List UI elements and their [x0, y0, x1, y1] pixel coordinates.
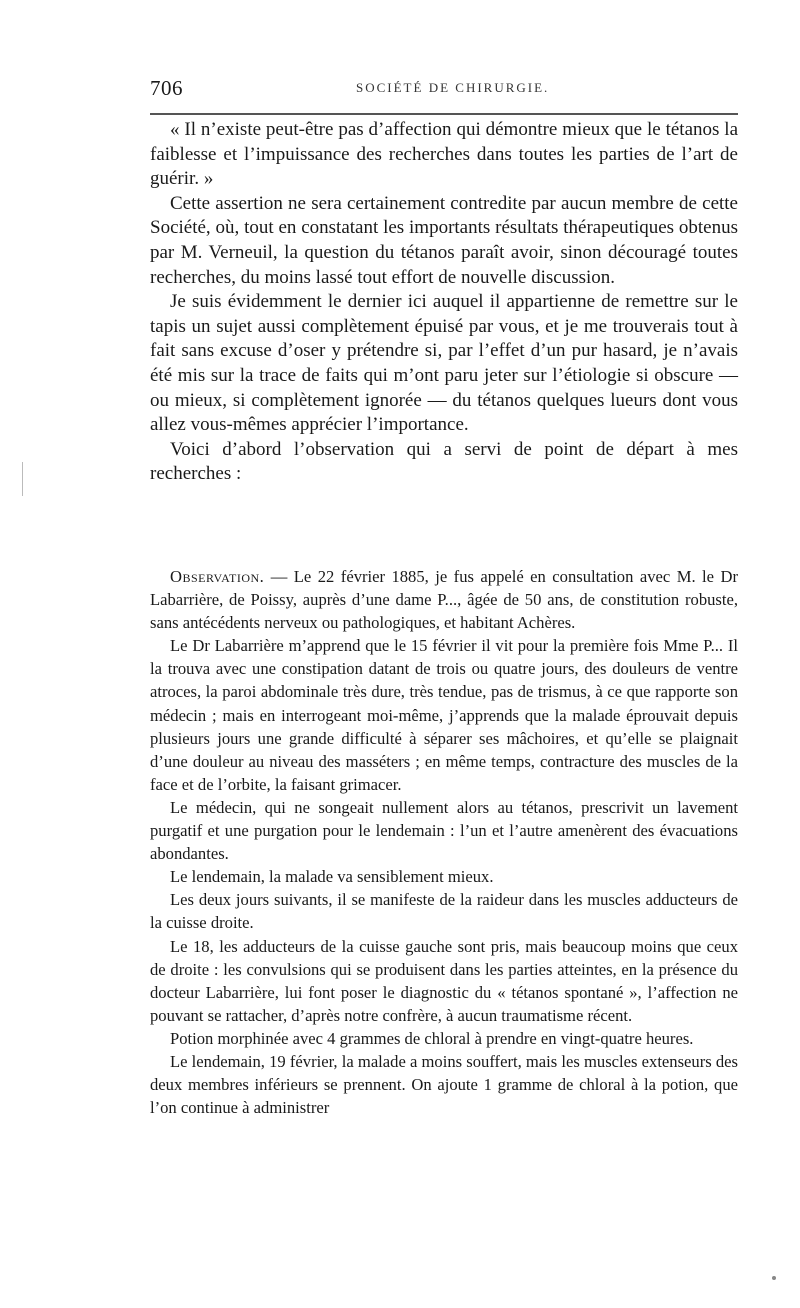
observation-paragraph: Potion morphinée avec 4 grammes de chloral à prendre en vingt-quatre heures. [170, 1028, 694, 1048]
page-number: 706 [150, 76, 183, 100]
intro-paragraph: Voici d’abord l’observation qui a servi de point de départ à mes recherches : [150, 438, 738, 485]
paper-speck [772, 1276, 776, 1280]
observation-label: Observation. [170, 567, 265, 586]
observation-first-text: — Le 22 février 1885, je fus appelé en consultation avec M. le Dr Labarrière, de Poissy, auprès d’une dame P..., âgée de 50 ans, de constitution robuste, sans antécédents nerveux ou pathologiques, et habitant Achères. [150, 567, 738, 633]
observation-paragraph: Le Dr Labarrière m’apprend que le 15 février il vit pour la première fois Mme P... Il la trouva avec une constipation datant de trois ou quatre jours, des douleurs de ventre atroces, la paroi abdominale très dure, très tendue, pas de trismus, à ce que rapporte son médecin ; mais en interrogeant moi-même, j’apprends que la malade éprouvait depuis plusieurs jours une grande difficulté à séparer ses mâchoires, et qu’elle se plaignait d’une douleur au niveau des masséters ; en même temps, contracture des muscles de la face et de l’orbite, la faisant grimacer. [150, 636, 738, 794]
intro-paragraph: Cette assertion ne sera certainement contredite par aucun membre de cette Société, où, tout en constatant les importants résultats thérapeutiques obtenus par M. Verneuil, la question du tétanos paraît avoir, sinon découragé toutes recherches, du moins lassé tout effort de nouvelle discussion. [150, 192, 738, 288]
observation-paragraph: Le 18, les adducteurs de la cuisse gauche sont pris, mais beaucoup moins que ceux de droite : les convulsions qui se produisent dans les parties atteintes, en la présence du docteur Labarrière, lui font poser le diagnostic du « tétanos spontané », l’affection ne pouvant se rattacher, d’après notre confrère, à aucun traumatisme récent. [150, 936, 738, 1025]
observation-paragraph: Les deux jours suivants, il se manifeste de la raideur dans les muscles adducteurs de la cuisse droite. [150, 890, 738, 933]
observation-first-paragraph [150, 565, 738, 634]
header-rule [150, 113, 738, 115]
running-title: SOCIÉTÉ DE CHIRURGIE. [356, 80, 550, 95]
observation-section [150, 565, 738, 1119]
margin-mark [22, 462, 23, 496]
page-header [150, 76, 740, 102]
observation-paragraph: Le médecin, qui ne songeait nullement alors au tétanos, prescrivit un lavement purgatif et une purgation pour le lendemain : l’un et l’autre amenèrent des évacuations abondantes. [150, 797, 738, 864]
observation-paragraph: Le lendemain, la malade va sensiblement mieux. [170, 867, 494, 887]
intro-paragraph: Je suis évidemment le dernier ici auquel il appartienne de remettre sur le tapis un sujet aussi complètement épuisé par vous, et je me trouverais tout à fait sans excuse d’oser y prétendre si, par l’effet d’un pur hasard, je n’avais été mis sur la trace de faits qui m’ont paru jeter sur l’étiologie si obscure — ou mieux, si complètement ignorée — du tétanos quelques lueurs dont vous allez vous-mêmes apprécier l’importance. [150, 291, 738, 436]
observation-paragraph: Le lendemain, 19 février, la malade a moins souffert, mais les muscles extenseurs des deux membres inférieurs se prennent. On ajoute 1 gramme de chloral à la potion, que l’on continue à administrer [150, 1051, 738, 1118]
intro-paragraph: « Il n’existe peut-être pas d’affection qui démontre mieux que le tétanos la faiblesse et l’impuissance des recherches dans toutes les parties de l’art de guérir. » [150, 119, 738, 190]
intro-text [150, 118, 738, 487]
